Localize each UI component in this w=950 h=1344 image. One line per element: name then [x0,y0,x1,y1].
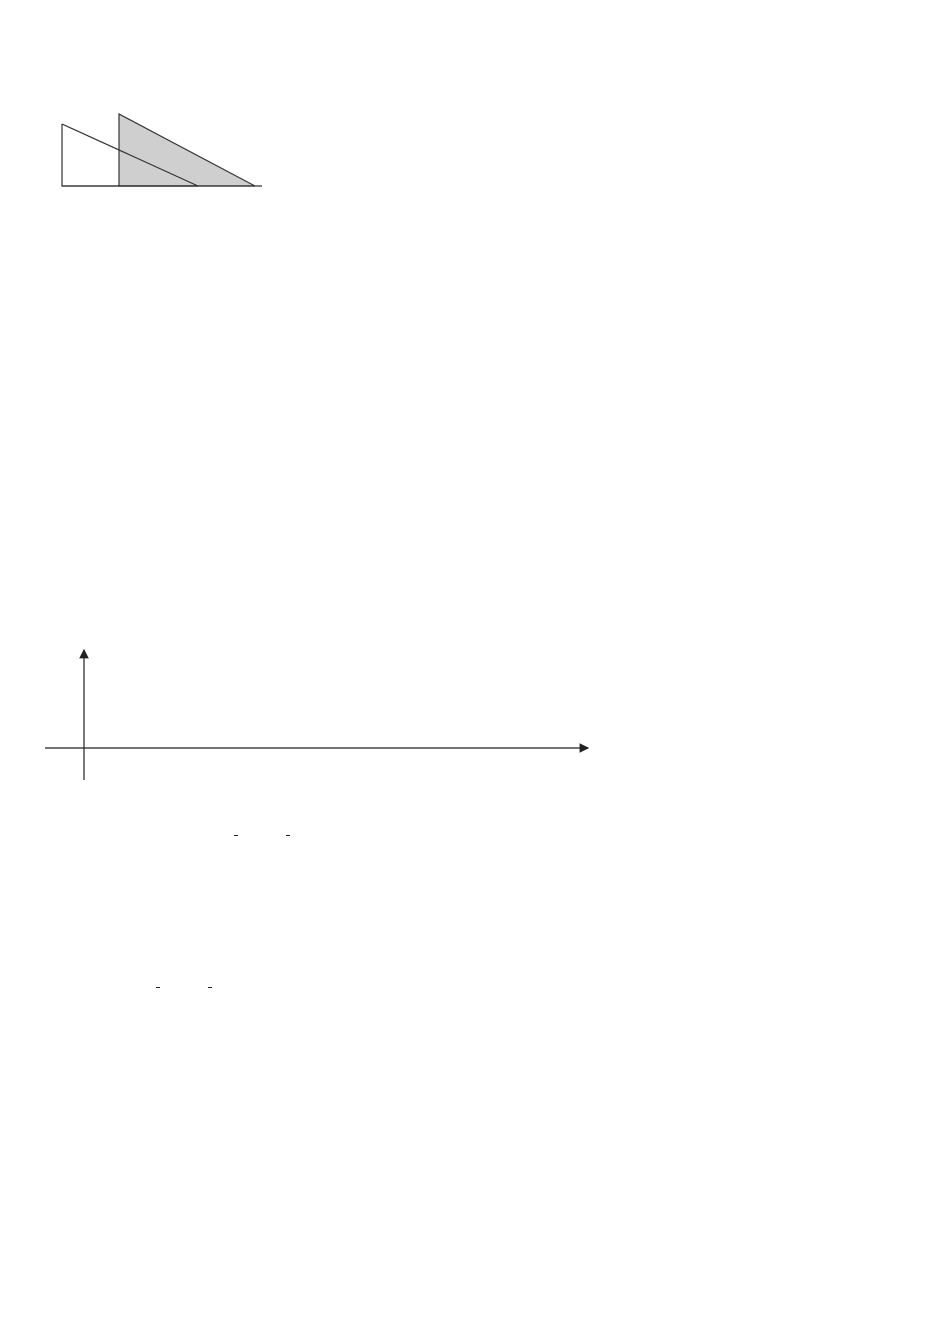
shaded-triangle [119,114,255,186]
q17-frac2-num [286,835,290,836]
q17-p2-fraction-2 [208,987,212,988]
q17-fraction-2 [286,835,290,836]
q17-fraction-1 [234,835,238,836]
coordinate-figure [40,642,600,782]
q17-p2-fraction-1 [156,987,160,988]
q17-frac1-num [234,835,238,836]
q17-p2-frac2-num [208,987,212,988]
q17-p2-frac1-num [156,987,160,988]
triangle-figure [50,100,280,210]
square-patterns [55,310,575,418]
